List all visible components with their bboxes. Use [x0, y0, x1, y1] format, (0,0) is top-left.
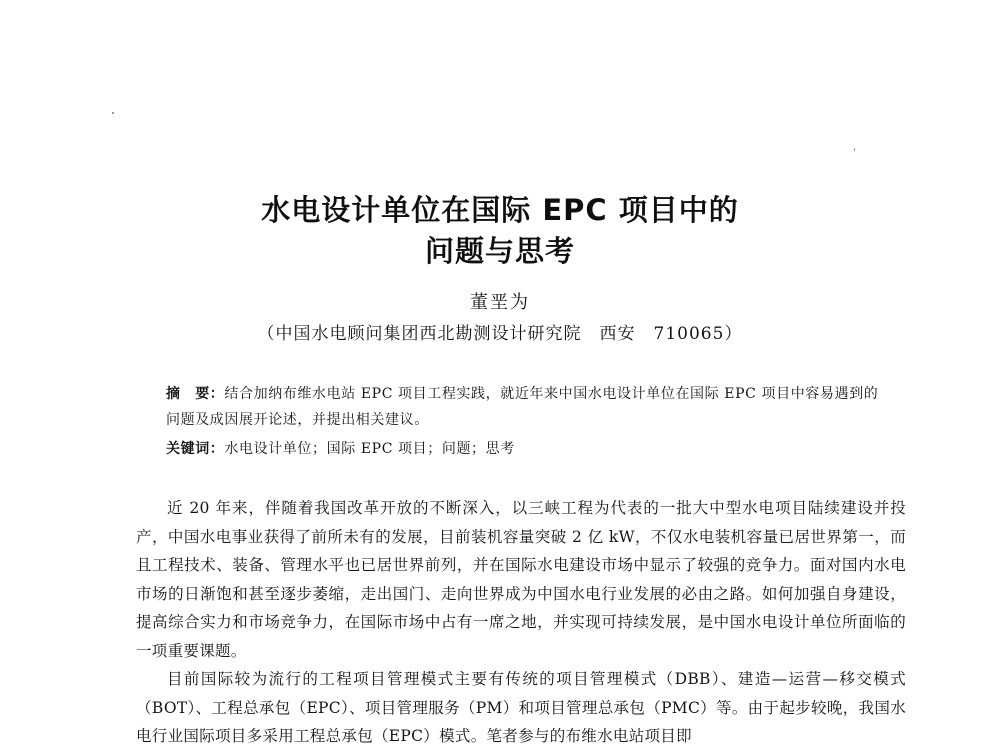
scan-speck — [112, 112, 114, 114]
paper-title-line-1: 水电设计单位在国际 EPC 项目中的 — [261, 193, 739, 227]
body-paragraph-2: 目前国际较为流行的工程项目管理模式主要有传统的项目管理模式（DBB）、建造—运营—移交模式（BOT）、工程总承包（EPC）、项目管理服务（PM）和项目管理总承包（PMC）等。由于起步较晚，我国水电行业国际项目多采用工程总承包（EPC）模式。笔者参与的布维水电站项目即 — [136, 670, 906, 745]
abstract — [166, 381, 888, 433]
author-name: 董垩为 — [470, 292, 530, 313]
body-paragraph-1: 近 20 年来，伴随着我国改革开放的不断深入，以三峡工程为代表的一批大中型水电项目陆续建设并投产，中国水电事业获得了前所未有的发展，目前装机容量突破 2 亿 kW，不仅水电装机容量已居世界第一，而且工程技术、装备、管理水平也已居世界前列，并在国际水电建设市场中显示了较强的竞争力。面对国内水电市场的日渐饱和甚至逐步萎缩，走出国门、走向世界成为中国水电行业发展的必由之路。如何加强自身建设，提高综合实力和市场竞争力，在国际市场中占有一席之地，并实现可持续发展，是中国水电设计单位所面临的一项重要课题。 — [136, 499, 906, 660]
keywords — [166, 436, 888, 462]
abstract-text: 结合加纳布维水电站 EPC 项目工程实践，就近年来中国水电设计单位在国际 EPC 项目中容易遇到的问题及成因展开论述，并提出相关建议。 — [166, 386, 879, 428]
author-affiliation: （中国水电顾问集团西北勘测设计研究院 西安 710065） — [257, 324, 743, 344]
body-text — [136, 494, 906, 751]
scan-speck — [854, 148, 855, 151]
keywords-label: 关键词： — [166, 441, 225, 457]
keywords-text: 水电设计单位；国际 EPC 项目；问题；思考 — [224, 441, 515, 457]
paper-title-line-2: 问题与思考 — [424, 234, 575, 268]
abstract-label: 摘 要： — [166, 386, 225, 402]
